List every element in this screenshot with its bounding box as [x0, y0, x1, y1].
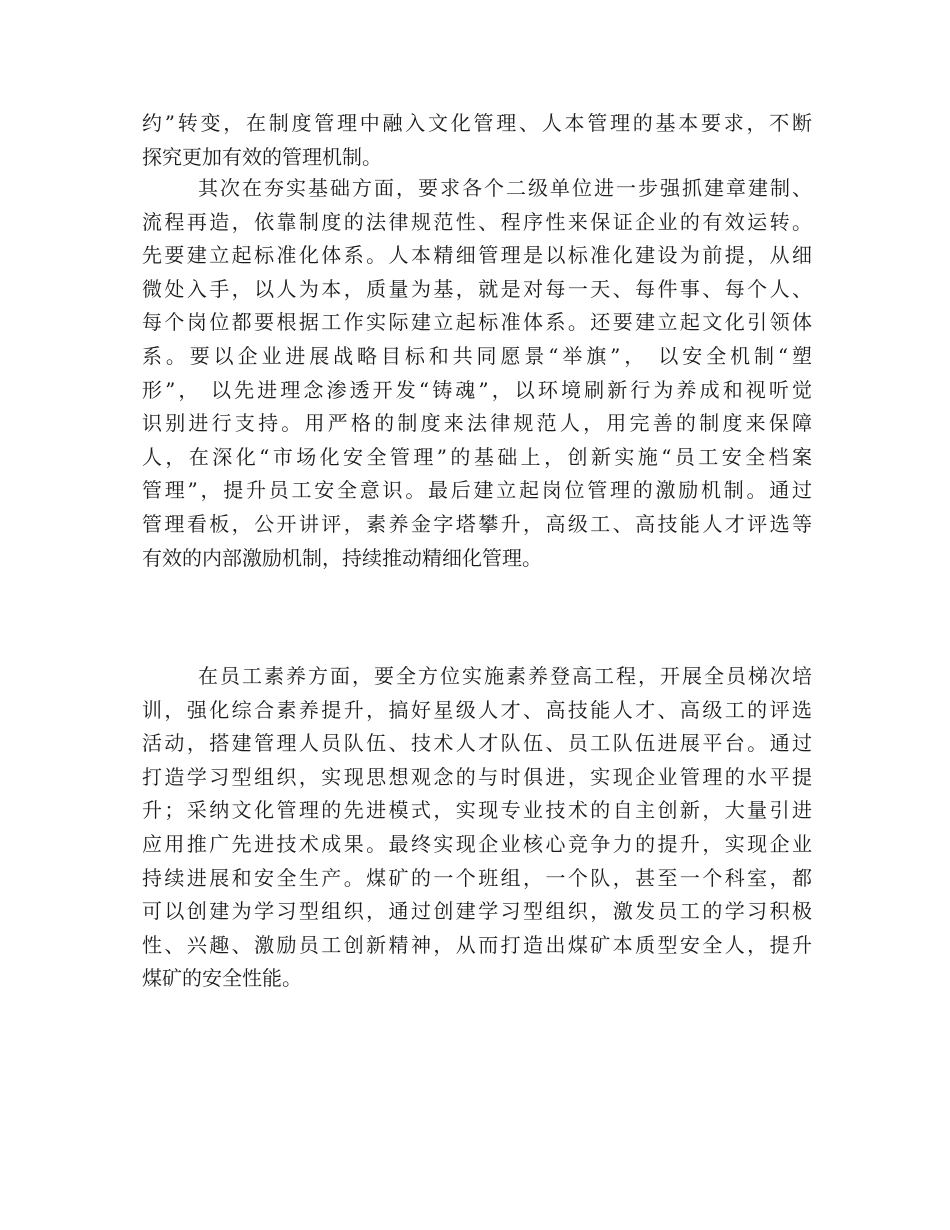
text-line: 训，强化综合素养提升，搞好星级人才、高技能人才、高级工的评选 [142, 697, 812, 722]
text-line: 形”， 以先进理念渗透开发“铸魂”，以环境刷新行为养成和视听觉 [142, 377, 812, 402]
text-line: 可以创建为学习型组织，通过创建学习型组织，激发员工的学习积极 [142, 899, 812, 924]
text-line: 识别进行支持。用严格的制度来法律规范人，用完善的制度来保障 [142, 411, 812, 436]
paragraph-1 [142, 107, 812, 174]
text-line: 系。要以企业进展战略目标和共同愿景“举旗”， 以安全机制“塑 [142, 343, 812, 368]
text-line: 探究更加有效的管理机制。 [142, 144, 382, 169]
paragraph-2 [142, 172, 812, 575]
text-line: 管理看板，公开讲评，素养金字塔攀升，高级工、高技能人才评选等 [142, 511, 812, 536]
text-line: 管理”，提升员工安全意识。最后建立起岗位管理的激励机制。通过 [142, 478, 812, 503]
text-line: 流程再造，依靠制度的法律规范性、程序性来保证企业的有效运转。 [142, 209, 812, 234]
text-line: 每个岗位都要根据工作实际建立起标准体系。还要建立起文化引领体 [142, 310, 812, 335]
text-line: 约”转变，在制度管理中融入文化管理、人本管理的基本要求，不断 [142, 111, 812, 135]
text-line: 先要建立起标准化体系。人本精细管理是以标准化建设为前提，从细 [142, 243, 812, 268]
text-line: 升；采纳文化管理的先进模式，实现专业技术的自主创新，大量引进 [142, 798, 812, 823]
text-line: 性、兴趣、激励员工创新精神，从而打造出煤矿本质型安全人，提升 [142, 932, 812, 957]
text-line: 打造学习型组织，实现思想观念的与时俱进，实现企业管理的水平提 [142, 764, 812, 789]
text-line: 其次在夯实基础方面，要求各个二级单位进一步强抓建章建制、 [198, 176, 812, 200]
text-line: 煤矿的安全性能。 [142, 966, 302, 991]
text-line: 有效的内部激励机制，持续推动精细化管理。 [142, 545, 542, 570]
text-line: 持续进展和安全生产。煤矿的一个班组，一个队，甚至一个科室，都 [142, 865, 812, 890]
text-line: 微处入手，以人为本，质量为基，就是对每一天、每件事、每个人、 [142, 276, 812, 301]
text-line: 在员工素养方面，要全方位实施素养登高工程，开展全员梯次培 [198, 664, 812, 688]
text-line: 人，在深化“市场化安全管理”的基础上，创新实施“员工安全档案 [142, 444, 812, 469]
text-line: 活动，搭建管理人员队伍、技术人才队伍、员工队伍进展平台。通过 [142, 731, 812, 756]
text-line: 应用推广先进技术成果。最终实现企业核心竞争力的提升，实现企业 [142, 831, 812, 856]
paragraph-3 [142, 660, 812, 996]
